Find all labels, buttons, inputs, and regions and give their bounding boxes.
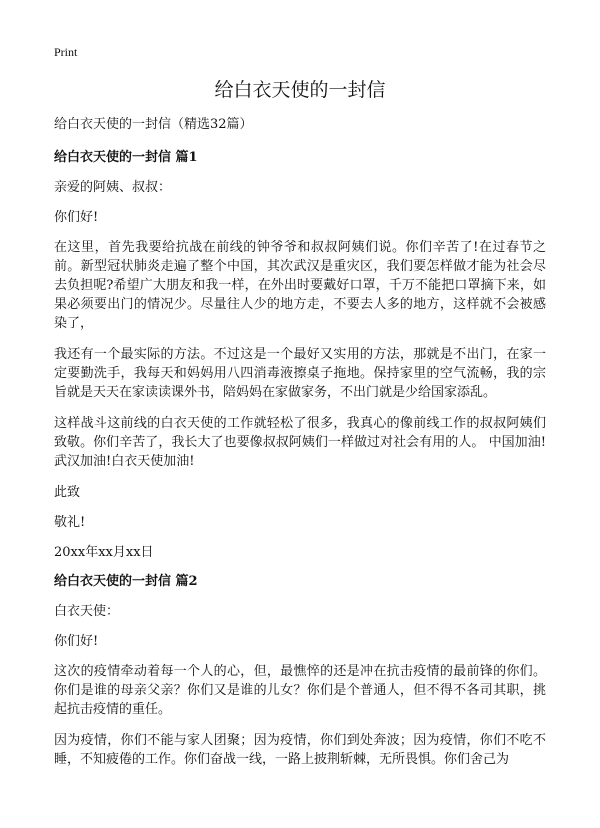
page-title: 给白衣天使的一封信 <box>214 79 386 101</box>
section-1-closing-2: 敬礼! <box>54 515 86 530</box>
section-2-paragraph-2: 因为疫情，你们不能与家人团聚；因为疫情，你们到处奔波；因为疫情，你们不吃不睡，不知疲倦的工作。你们奋战一线，一路上披荆斩棘，无所畏惧。你们舍己为 <box>54 733 546 767</box>
section-1-greeting: 亲爱的阿姨、叔叔： <box>54 180 172 195</box>
section-1-hello: 你们好! <box>54 210 99 225</box>
section-1-date: 20xx年xx月xx日 <box>54 545 154 560</box>
section-2-greeting: 白衣天使： <box>54 604 120 619</box>
section-2-heading: 给白衣天使的一封信 篇2 <box>54 574 198 589</box>
section-1-paragraph-3: 这样战斗这前线的白衣天使的工作就轻松了很多，我真心的像前线工作的叔叔阿姨们致敬。你们辛苦了，我长大了也要像叔叔阿姨们一样做过对社会有用的人。 中国加油!武汉加油!白衣天使加油! <box>54 416 546 469</box>
print-label: Print <box>54 45 78 59</box>
section-1-heading: 给白衣天使的一封信 篇1 <box>54 150 198 165</box>
section-2-hello: 你们好! <box>54 634 99 649</box>
section-2-paragraph-1: 这次的疫情牵动着每一个人的心，但，最憔悴的还是冲在抗击疫情的最前锋的你们。你们是谁的母亲父亲？你们又是谁的儿女？你们是个普通人，但不得不各司其职，挑起抗击疫情的重任。 <box>54 664 546 717</box>
section-1-closing-1: 此致 <box>54 485 81 500</box>
section-1-paragraph-1: 在这里，首先我要给抗战在前线的钟爷爷和叔叔阿姨们说。你们辛苦了!在过春节之前。新型冠状肺炎走遍了整个中国，其次武汉是重灾区，我们要怎样做才能为社会尽去负担呢?希望广大朋友和我一样，在外出时要戴好口罩，千万不能把口罩摘下来，如果必须要出门的情况少。尽量往人少的地方走，不要去人多的地方，这样就不会被感染了， <box>54 240 546 331</box>
section-1-paragraph-2: 我还有一个最实际的方法。不过这是一个最好又实用的方法，那就是不出门，在家一定要勤洗手，我每天和妈妈用八四消毒液擦桌子拖地。保持家里的空气流畅，我的宗旨就是天天在家读读课外书，陪妈妈在家做家务，不出门就是少给国家添乱。 <box>54 347 546 400</box>
collection-subtitle: 给白衣天使的一封信（精选32篇） <box>54 117 253 132</box>
